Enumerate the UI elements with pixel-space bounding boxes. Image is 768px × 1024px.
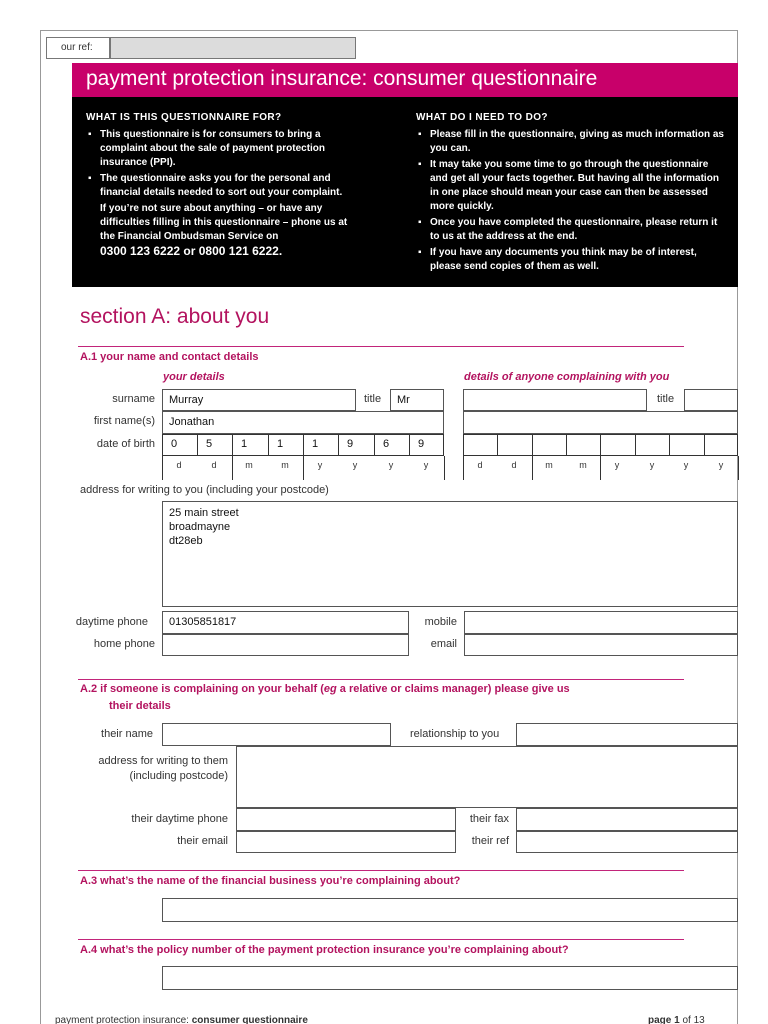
surname-label: surname: [112, 393, 155, 405]
surname-field[interactable]: Murray: [162, 389, 356, 411]
dob-format-label: d: [211, 460, 217, 470]
info-right-item: ▪ If you have any documents you think may be of interest, please send copies of them as well.: [416, 246, 728, 274]
our-ref-field[interactable]: [110, 37, 356, 59]
policy-number-field[interactable]: [162, 966, 738, 990]
other-dob-digit[interactable]: [463, 434, 497, 456]
other-dob-format-label: m: [579, 460, 587, 470]
dob-divider: [738, 456, 739, 480]
info-left-item: ▪ The questionnaire asks you for the personal and financial details needed to sort out your complaint.: [86, 172, 358, 200]
info-right-heading: WHAT DO I NEED TO DO?: [416, 112, 548, 123]
our-ref-label: our ref:: [46, 37, 110, 59]
a2-heading-prefix: A.2 if someone is complaining on your behalf (: [80, 683, 324, 695]
page-title: payment protection insurance: consumer questionnaire: [72, 63, 738, 97]
dob-format-label: y: [423, 460, 429, 470]
email-field[interactable]: [464, 634, 738, 656]
footer-title: [55, 1015, 308, 1024]
dob-divider: [444, 456, 445, 480]
a4-heading: A.4 what’s the policy number of the payment protection insurance you’re complaining about?: [80, 944, 569, 956]
their-email-field[interactable]: [236, 831, 456, 853]
a2-heading-eg: eg: [323, 683, 337, 695]
dob-digit[interactable]: 0: [162, 434, 196, 456]
dob-format-label: m: [245, 460, 253, 470]
footer-title-plain: payment protection insurance:: [55, 1015, 192, 1024]
other-dob-format-label: m: [545, 460, 553, 470]
other-dob-format-label: y: [649, 460, 655, 470]
a1-heading: A.1 your name and contact details: [80, 351, 259, 363]
dob-label: date of birth: [96, 438, 155, 450]
dob-digit[interactable]: 1: [303, 434, 337, 456]
info-right-column: [416, 111, 728, 276]
title-field[interactable]: Mr: [390, 389, 444, 411]
dob-digit[interactable]: 1: [232, 434, 266, 456]
their-address-field[interactable]: [236, 746, 738, 808]
address-field[interactable]: [162, 501, 738, 607]
your-details-heading: your details: [163, 371, 225, 383]
page-of: of: [679, 1015, 694, 1024]
their-address-label: address for writing to them: [98, 755, 228, 767]
dob-format-label: d: [176, 460, 182, 470]
daytime-phone-label: daytime phone: [75, 616, 148, 628]
other-dob-format-label: y: [683, 460, 689, 470]
other-title-field[interactable]: [684, 389, 738, 411]
others-details-heading: details of anyone complaining with you: [464, 371, 670, 383]
their-fax-label: their fax: [469, 813, 509, 825]
info-phone-numbers: 0300 123 6222 or 0800 121 6222.: [100, 244, 283, 258]
divider: [78, 870, 684, 871]
their-daytime-phone-field[interactable]: [236, 808, 456, 831]
their-daytime-phone-label: their daytime phone: [131, 813, 228, 825]
info-right-item: ▪ Please fill in the questionnaire, giving as much information as you can.: [416, 128, 728, 156]
info-right-item: ▪ It may take you some time to go through the questionnaire and get all your facts together. But having all the information in one place should mean your case can then be assessed more quickly.: [416, 158, 728, 214]
title-label: title: [364, 393, 382, 405]
other-dob-digit[interactable]: [669, 434, 703, 456]
mobile-field[interactable]: [464, 611, 738, 634]
other-dob-digit[interactable]: [566, 434, 600, 456]
their-email-label: their email: [177, 835, 228, 847]
other-dob-digit[interactable]: [532, 434, 566, 456]
other-dob-digit[interactable]: [600, 434, 634, 456]
footer-title-bold: consumer questionnaire: [191, 1015, 308, 1024]
home-phone-field[interactable]: [162, 634, 409, 656]
dob-digit[interactable]: 9: [338, 434, 372, 456]
other-title-label: title: [657, 393, 675, 405]
other-dob-digit[interactable]: [704, 434, 738, 456]
divider: [78, 346, 684, 347]
address-line: 25 main street: [169, 507, 239, 519]
their-ref-field[interactable]: [516, 831, 738, 853]
their-ref-label: their ref: [471, 835, 509, 847]
other-dob-digit[interactable]: [497, 434, 531, 456]
dob-format-label: y: [352, 460, 358, 470]
other-first-names-field[interactable]: [463, 411, 738, 434]
address-line: dt28eb: [169, 535, 203, 547]
dob-digit[interactable]: 6: [374, 434, 408, 456]
a2-heading-suffix: a relative or claims manager) please give us: [336, 683, 570, 695]
dob-digit[interactable]: 1: [268, 434, 302, 456]
info-left-column: [86, 111, 358, 258]
other-dob-format-label: d: [477, 460, 483, 470]
info-left-item: ▪ This questionnaire is for consumers to bring a complaint about the sale of payment protection insurance (PPI).: [86, 128, 358, 170]
other-dob-digit[interactable]: [635, 434, 669, 456]
dob-digit[interactable]: 9: [409, 434, 443, 456]
divider: [78, 939, 684, 940]
a3-heading: A.3 what’s the name of the financial business you’re complaining about?: [80, 875, 461, 887]
dob-digit[interactable]: 5: [197, 434, 231, 456]
relationship-field[interactable]: [516, 723, 738, 746]
their-fax-field[interactable]: [516, 808, 738, 831]
page-current: 1: [674, 1015, 680, 1024]
their-name-field[interactable]: [162, 723, 391, 746]
info-box: [72, 97, 738, 287]
info-right-item: ▪ Once you have completed the questionnaire, please return it to us at the address at the end.: [416, 216, 728, 244]
relationship-label: relationship to you: [410, 728, 500, 740]
other-surname-field[interactable]: [463, 389, 647, 411]
address-label: address for writing to you (including your postcode): [80, 484, 329, 496]
email-label: email: [430, 638, 457, 650]
their-address-label-2: (including postcode): [129, 770, 228, 782]
a2-heading: [80, 683, 570, 695]
dob-format-label: m: [281, 460, 289, 470]
page-label: page: [648, 1015, 675, 1024]
info-help-note: If you’re not sure about anything – or have any difficulties filling in this questionnaire – phone us at the Financial Ombudsman Service on: [100, 203, 348, 242]
page-total: 13: [693, 1015, 705, 1024]
a2-heading-line2: their details: [109, 700, 171, 712]
info-left-heading: WHAT IS THIS QUESTIONNAIRE FOR?: [86, 112, 282, 123]
address-line: broadmayne: [169, 521, 231, 533]
other-dob-format-label: y: [718, 460, 724, 470]
dob-format-label: y: [317, 460, 323, 470]
first-names-label: first name(s): [93, 415, 155, 427]
mobile-label: mobile: [424, 616, 457, 628]
their-name-label: their name: [101, 728, 153, 740]
other-dob-format-label: d: [511, 460, 517, 470]
other-dob-format-label: y: [614, 460, 620, 470]
section-a-title: section A: about you: [80, 305, 270, 328]
divider: [78, 679, 684, 680]
dob-format-label: y: [388, 460, 394, 470]
first-names-field[interactable]: Jonathan: [162, 411, 444, 434]
business-name-field[interactable]: [162, 898, 738, 922]
home-phone-label: home phone: [93, 638, 155, 650]
daytime-phone-field[interactable]: 01305851817: [162, 611, 409, 634]
page-number: [648, 1015, 705, 1024]
